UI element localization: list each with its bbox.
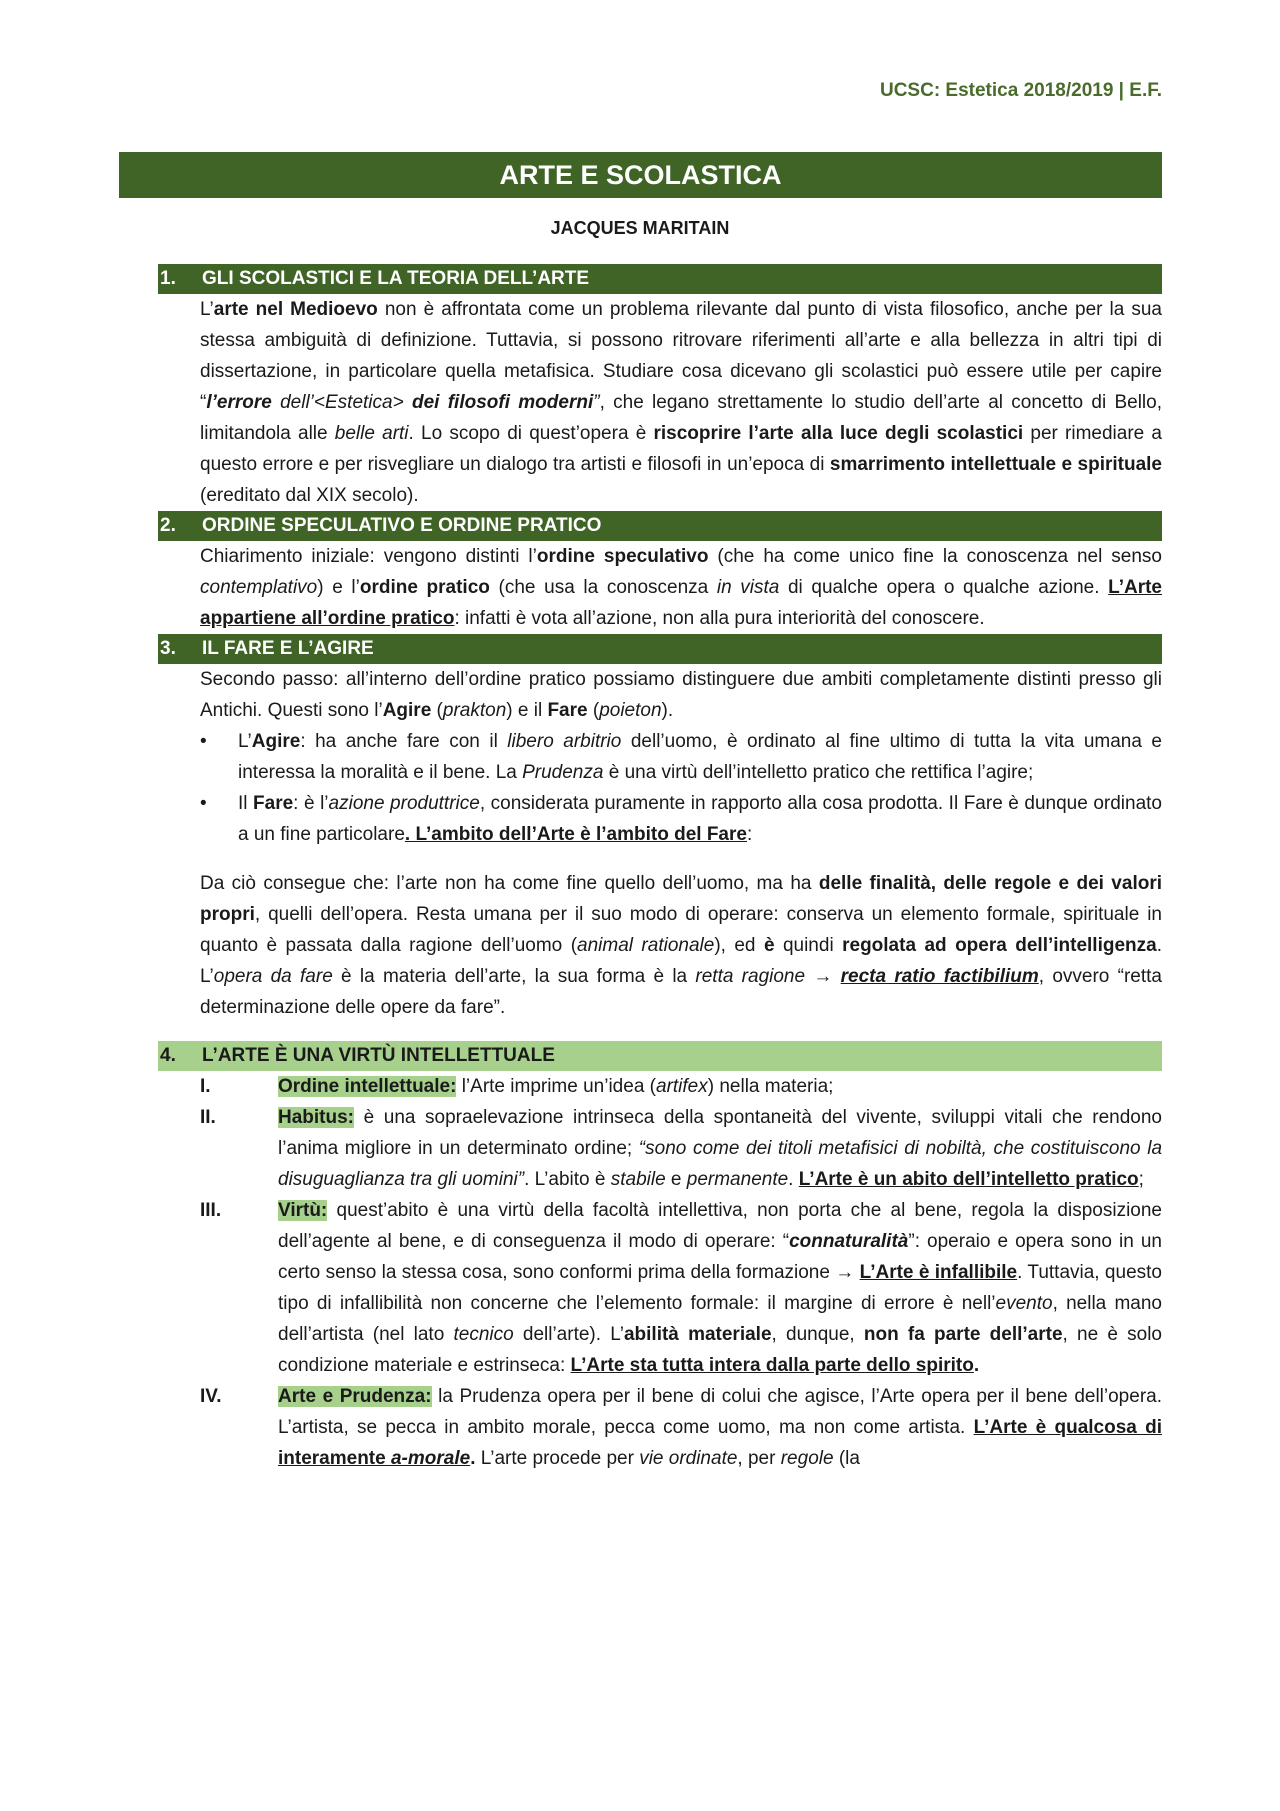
list-item: • Il Fare: è l’azione produttrice, considerata puramente in rapporto alla cosa prodotta. Il Fare è dunque ordinato a un fine particolare. L’ambito dell’Arte è l’ambito del Fare: — [200, 788, 1162, 850]
section-number: 3. — [160, 638, 176, 659]
list-number: IV. — [200, 1386, 222, 1407]
bullet-icon: • — [200, 793, 207, 814]
section-title: L’ARTE È UNA VIRTÙ INTELLETTUALE — [202, 1045, 555, 1066]
list-number: I. — [200, 1076, 211, 1097]
section-3-paragraph: Secondo passo: all’interno dell’ordine pratico possiamo distinguere due ambiti completamente distinti presso gli Antichi. Questi sono l’Agire (prakton) e il Fare (poieton). — [200, 669, 1162, 721]
list-item: II. Habitus: è una sopraelevazione intrinseca della spontaneità del vivente, sviluppi vitali che rendono l’anima migliore in un determinato ordine; “sono come dei titoli metafisici di nobiltà, che costituiscono la disuguaglianza tra gli uomini”. L’abito è stabile e permanente. L’Arte è un abito dell’intelletto pratico; — [200, 1102, 1162, 1195]
document-body — [158, 264, 1162, 1474]
list-item: IV. Arte e Prudenza: la Prudenza opera per il bene di colui che agisce, l’Arte opera per il bene dell’opera. L’artista, se pecca in ambito morale, pecca come uomo, ma non come artista. L’Arte è qualcosa di interamente a-morale. L’arte procede per vie ordinate, per regole (la — [200, 1381, 1162, 1474]
section-number: 1. — [160, 268, 176, 289]
section-4-header — [158, 1041, 1162, 1071]
section-1-header — [158, 264, 1162, 294]
section-3-conclusion-paragraph: Da ciò consegue che: l’arte non ha come fine quello dell’uomo, ma ha delle finalità, delle regole e dei valori propri, quelli dell’opera. Resta umana per il suo modo di operare: conserva un elemento formale, spirituale in quanto è passata dalla ragione dell’uomo (animal rationale), ed è quindi regolata ad opera dell’intelligenza. L’opera da fare è la materia dell’arte, la sua forma è la retta ragione → recta ratio factibilium, ovvero “retta determinazione delle opere da fare”. — [200, 873, 1163, 1018]
section-1-paragraph: L’arte nel Medioevo non è affrontata come un problema rilevante dal punto di vista filosofico, anche per la sua stessa ambiguità di definizione. Tuttavia, si possono ritrovare riferimenti all’arte e alla bellezza in altri tipi di dissertazione, in particolare quella metafisica. Studiare cosa dicevano gli scolastici può essere utile per capire “l’errore dell’<Estetica> dei filosofi moderni”, che legano strettamente lo studio dell’arte al concetto di Bello, limitandola alle belle arti. Lo scopo di quest’opera è riscoprire l’arte alla luce degli scolastici per rimediare a questo errore e per risvegliare un dialogo tra artisti e filosofi in un’epoca di smarrimento intellettuale e spirituale (ereditato dal XIX secolo). — [200, 299, 1162, 506]
document-title-text: ARTE E SCOLASTICA — [499, 159, 782, 190]
author-name: JACQUES MARITAIN — [550, 218, 730, 238]
document-title — [119, 152, 1162, 198]
section-2-header — [158, 511, 1162, 541]
list-item: III. Virtù: quest’abito è una virtù della facoltà intellettiva, non porta che al bene, regola la disposizione dell’agente al bene, e di conseguenza il modo di operare: “connaturalità”: operaio e opera sono in un certo senso la stessa cosa, sono conformi prima della formazione → L’Arte è infallibile. Tuttavia, questo tipo di infallibilità non concerne che l’elemento formale: il margine di errore è nell’evento, nella mano dell’artista (nel lato tecnico dell’arte). L’abilità materiale, dunque, non fa parte dell’arte, ne è solo condizione materiale e estrinseca: L’Arte sta tutta intera dalla parte dello spirito. — [200, 1195, 1162, 1381]
section-3-bullet-list — [200, 726, 1162, 850]
bullet-icon: • — [200, 731, 207, 752]
section-4-numbered-list — [200, 1071, 1162, 1474]
section-number: 2. — [160, 515, 176, 536]
course-header: UCSC: Estetica 2018/2019 | E.F. — [879, 80, 1162, 101]
list-item: I. Ordine intellettuale: l’Arte imprime un’idea (artifex) nella materia; — [200, 1071, 1162, 1102]
list-number: II. — [200, 1107, 216, 1128]
section-title: ORDINE SPECULATIVO E ORDINE PRATICO — [202, 515, 602, 536]
section-title: GLI SCOLASTICI E LA TEORIA DELL’ARTE — [202, 268, 590, 289]
section-title: IL FARE E L’AGIRE — [202, 638, 374, 659]
section-3-header — [158, 634, 1162, 664]
list-item: • L’Agire: ha anche fare con il libero arbitrio dell’uomo, è ordinato al fine ultimo di tutta la vita umana e interessa la moralità e il bene. La Prudenza è una virtù dell’intelletto pratico che rettifica l’agire; — [200, 726, 1162, 788]
section-number: 4. — [160, 1045, 176, 1066]
list-number: III. — [200, 1200, 222, 1221]
section-2-paragraph: Chiarimento iniziale: vengono distinti l’ordine speculativo (che ha come unico fine la conoscenza nel senso contemplativo) e l’ordine pratico (che usa la conoscenza in vista di qualche opera o qualche azione. L’Arte appartiene all’ordine pratico: infatti è vota all’azione, non alla pura interiorità del conoscere. — [200, 546, 1163, 629]
